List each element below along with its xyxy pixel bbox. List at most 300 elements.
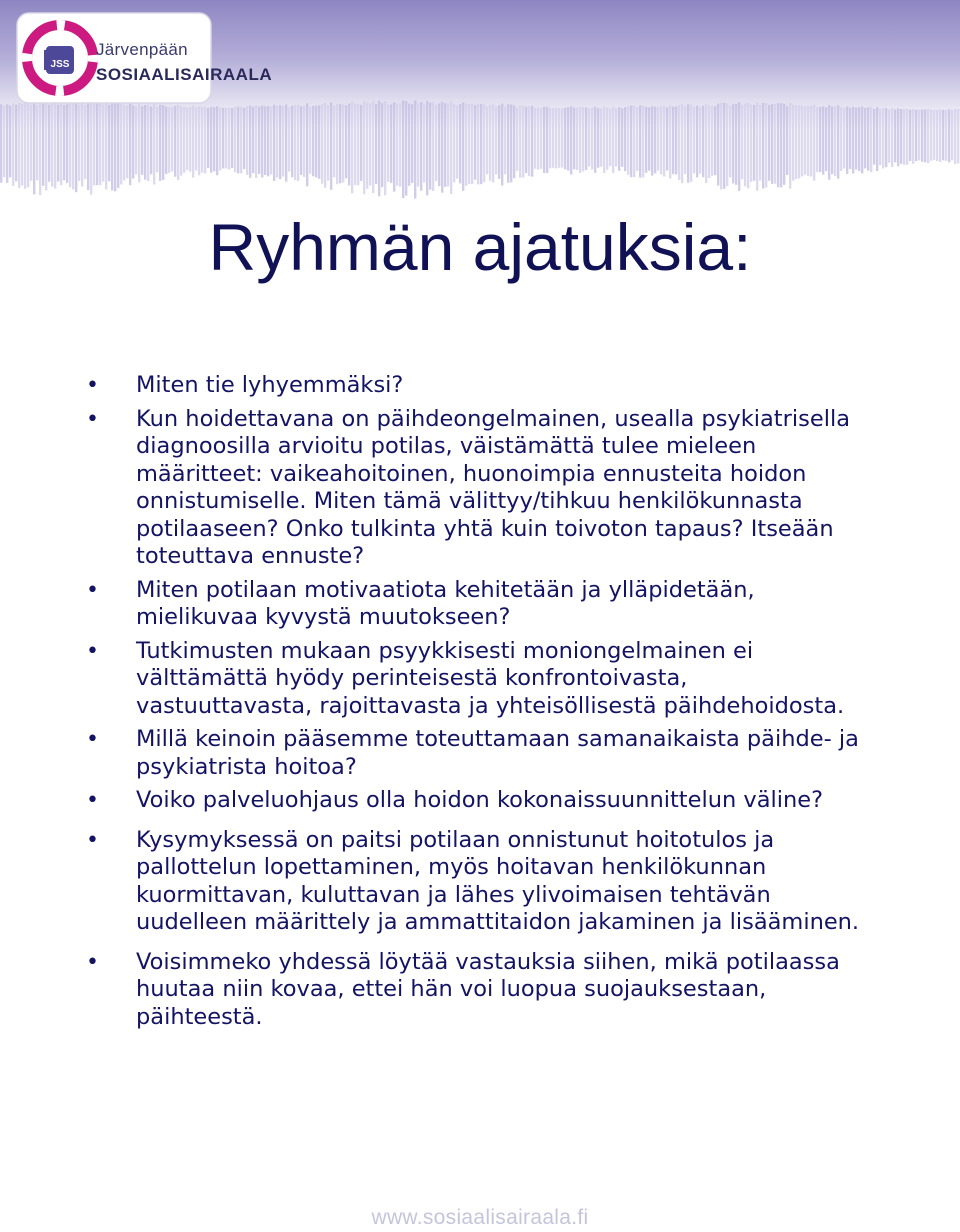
waveform-bar (912, 109, 914, 164)
waveform-bar (162, 105, 164, 180)
waveform-bar (78, 105, 80, 181)
waveform-bar (909, 110, 911, 161)
waveform-bar (936, 110, 938, 161)
waveform-bar (516, 107, 518, 171)
waveform-bar (123, 105, 125, 181)
waveform-bar (129, 104, 131, 186)
waveform-bar (150, 106, 152, 174)
bullet-marker-icon: • (86, 577, 99, 603)
waveform-bar (921, 110, 923, 162)
waveform-bar (807, 106, 809, 176)
waveform-bar (501, 104, 503, 186)
waveform-bar (864, 108, 866, 169)
waveform-bar (774, 104, 776, 184)
waveform-bar (288, 107, 290, 172)
waveform-bar (156, 107, 158, 172)
waveform-bar (768, 105, 770, 181)
waveform-bar (234, 107, 236, 172)
waveform-bar (378, 101, 380, 196)
waveform-bar (519, 106, 521, 178)
waveform-bar (345, 105, 347, 178)
waveform-bar (855, 108, 857, 170)
waveform-bar (66, 104, 68, 183)
waveform-bar (738, 102, 740, 191)
waveform-bar (510, 104, 512, 182)
waveform-bar (780, 103, 782, 187)
waveform-bar (267, 106, 269, 176)
waveform-bar (834, 106, 836, 176)
bullet-item (86, 949, 866, 1032)
waveform-bar (648, 107, 650, 170)
waveform-bar (228, 108, 230, 170)
waveform-bar (9, 106, 11, 178)
waveform-bar (324, 103, 326, 188)
waveform-bar (225, 108, 227, 169)
bullet-text: Miten tie lyhyemmäksi? (136, 372, 404, 398)
waveform-bar (828, 105, 830, 180)
waveform-bar (891, 108, 893, 167)
waveform-bar (876, 107, 878, 171)
waveform-bar (639, 106, 641, 178)
waveform-bar (606, 108, 608, 170)
waveform-bar (294, 105, 296, 180)
waveform-bar (954, 109, 956, 164)
waveform-bar (555, 108, 557, 168)
waveform-bar (612, 107, 614, 173)
waveform-bar (849, 108, 851, 169)
waveform-bar (138, 104, 140, 182)
waveform-bar (135, 106, 137, 174)
waveform-bar (903, 109, 905, 165)
waveform-bar (27, 103, 29, 187)
waveform-bar (354, 104, 356, 186)
waveform-bar (258, 106, 260, 174)
waveform-bar (342, 104, 344, 182)
waveform-bar (390, 104, 392, 183)
waveform-bar (204, 107, 206, 174)
waveform-bar (213, 107, 215, 171)
waveform-bar (756, 102, 758, 190)
waveform-bar (576, 107, 578, 170)
waveform-bar (147, 105, 149, 181)
waveform-bar (369, 104, 371, 186)
waveform-bar (318, 105, 320, 179)
waveform-bar (102, 105, 104, 182)
waveform-bar (219, 107, 221, 170)
waveform-bar (801, 106, 803, 176)
bullet-item (86, 406, 866, 571)
waveform-bar (582, 107, 584, 171)
waveform-bar (198, 106, 200, 175)
waveform-bar (171, 107, 173, 171)
bullet-text: Millä keinoin pääsemme toteuttamaan samanaikaista päihde- ja psykiatrista hoitoa? (136, 726, 859, 780)
waveform-bar (195, 107, 197, 170)
waveform-bar (207, 108, 209, 168)
waveform-bar (489, 105, 491, 181)
waveform-bar (339, 104, 341, 183)
waveform-bar (396, 104, 398, 186)
waveform-bar (273, 105, 275, 181)
waveform-bar (498, 105, 500, 179)
waveform-bar (789, 103, 791, 189)
waveform-bar (723, 103, 725, 189)
waveform-bar (603, 107, 605, 173)
waveform-bar (48, 105, 50, 182)
waveform-bar (948, 109, 950, 162)
waveform-bar (0, 104, 2, 182)
waveform-bar (933, 110, 935, 160)
waveform-bar (39, 101, 41, 195)
waveform-bar (246, 106, 248, 175)
waveform-bar (333, 106, 335, 178)
waveform-bar (615, 108, 617, 166)
waveform-bar (858, 107, 860, 171)
waveform-bar (441, 102, 443, 193)
waveform-bar (717, 104, 719, 186)
bullet-item (86, 638, 866, 721)
waveform-bar (810, 106, 812, 177)
waveform-bar (57, 105, 59, 182)
waveform-bar (72, 103, 74, 190)
waveform-bar (594, 107, 596, 173)
waveform-bar (888, 109, 890, 163)
waveform-bar (411, 104, 413, 183)
waveform-bar (927, 109, 929, 163)
bullet-marker-icon: • (86, 788, 99, 813)
waveform-bar (840, 107, 842, 171)
waveform-bar (192, 106, 194, 178)
waveform-bar (144, 105, 146, 180)
waveform-bar (708, 106, 710, 178)
waveform-bar (6, 104, 8, 183)
waveform-bar (336, 104, 338, 184)
waveform-bar (462, 102, 464, 191)
waveform-bar (165, 107, 167, 174)
waveform-bar (63, 105, 65, 180)
waveform-bar (285, 105, 287, 182)
waveform-bar (240, 107, 242, 174)
waveform-bar (579, 107, 581, 173)
bullet-text: Tutkimusten mukaan psyykkisesti moniongelmainen ei välttämättä hyödy perinteisestä konfrontoivasta, vastuuttavasta, rajoittavasta ja yhteisöllisestä päihdehoidosta. (136, 637, 845, 719)
waveform-bar (141, 106, 143, 175)
waveform-bar (537, 108, 539, 170)
waveform-bar (465, 104, 467, 186)
waveform-bar (765, 103, 767, 187)
waveform-bar (360, 105, 362, 181)
waveform-bar (663, 106, 665, 177)
waveform-bar (783, 104, 785, 185)
waveform-bar (117, 103, 119, 188)
waveform-bar (771, 104, 773, 184)
waveform-bar (657, 107, 659, 170)
waveform-bar (939, 109, 941, 162)
waveform-bar (393, 102, 395, 191)
waveform-bar (54, 103, 56, 189)
waveform-bar (822, 106, 824, 174)
waveform-bar (435, 105, 437, 181)
waveform-bar (897, 108, 899, 166)
waveform-bar (252, 107, 254, 173)
waveform-bar (564, 108, 566, 170)
waveform-bar (714, 106, 716, 175)
bullet-marker-icon: • (86, 827, 99, 853)
waveform-bar (744, 103, 746, 186)
waveform-bar (846, 107, 848, 174)
waveform-bar (93, 104, 95, 186)
waveform-bar (132, 105, 134, 178)
waveform-bar (456, 105, 458, 178)
waveform-bar (504, 106, 506, 174)
waveform-bar (882, 108, 884, 169)
waveform-bar (432, 102, 434, 191)
waveform-bar (705, 104, 707, 183)
waveform-bar (690, 105, 692, 182)
waveform-bar (684, 106, 686, 174)
waveform-bar (711, 106, 713, 176)
waveform-bar (90, 101, 92, 194)
waveform-bar (627, 106, 629, 174)
waveform-bar (930, 110, 932, 161)
waveform-bar (69, 103, 71, 187)
waveform-bar (591, 108, 593, 170)
waveform-bar (588, 108, 590, 166)
waveform-bar (237, 107, 239, 174)
waveform-bar (792, 105, 794, 181)
waveform-bar (798, 105, 800, 178)
waveform-bar (201, 107, 203, 173)
waveform-bar (630, 106, 632, 177)
waveform-bar (786, 106, 788, 175)
waveform-bar (870, 107, 872, 172)
waveform-bar (861, 107, 863, 174)
waveform-bar (945, 110, 947, 161)
waveform-bar (24, 103, 26, 189)
waveform-bar (843, 108, 845, 169)
waveform-bar (402, 100, 404, 198)
waveform-bar (561, 108, 563, 167)
waveform-bar (693, 107, 695, 174)
waveform-bar (951, 110, 953, 160)
waveform-bar (678, 105, 680, 180)
bullet-marker-icon: • (86, 406, 99, 432)
waveform-bar (249, 106, 251, 178)
waveform-bar (534, 108, 536, 169)
waveform-bar (363, 101, 365, 194)
waveform-bar (471, 104, 473, 184)
waveform-bar (408, 104, 410, 186)
waveform-bar (852, 107, 854, 174)
waveform-bar (42, 104, 44, 186)
waveform-bar (399, 103, 401, 186)
waveform-bar (642, 106, 644, 178)
waveform-bar (924, 109, 926, 162)
waveform-bar (558, 108, 560, 168)
waveform-bar (480, 104, 482, 184)
waveform-bar (468, 104, 470, 184)
waveform-bar (375, 104, 377, 184)
waveform-bar (759, 105, 761, 181)
waveform-bar (687, 104, 689, 182)
waveform-bar (420, 102, 422, 190)
waveform-bar (255, 105, 257, 178)
bullet-item (86, 787, 866, 815)
waveform-bar (18, 103, 20, 188)
waveform-bar (654, 107, 656, 174)
waveform-bar (699, 107, 701, 174)
waveform-bar (417, 103, 419, 186)
waveform-bar (414, 100, 416, 198)
waveform-bar (282, 106, 284, 177)
footer-website-link[interactable]: www.sosiaalisairaala.fi (371, 1206, 589, 1229)
logo-text-line1: Järvenpään (96, 40, 188, 59)
waveform-bar (666, 107, 668, 170)
waveform-bar (741, 105, 743, 179)
waveform-bar (405, 101, 407, 195)
waveform-bar (726, 103, 728, 186)
waveform-bar (279, 105, 281, 179)
waveform-bar (681, 104, 683, 183)
waveform-bar (243, 108, 245, 169)
waveform-bar (525, 107, 527, 173)
bullet-item (86, 827, 866, 937)
waveform-bar (444, 103, 446, 187)
waveform-bar (153, 104, 155, 185)
waveform-bar (747, 103, 749, 188)
waveform-bar (111, 102, 113, 190)
waveform-bar (720, 103, 722, 190)
waveform-bar (750, 105, 752, 182)
waveform-bar (51, 103, 53, 186)
waveform-bar (513, 105, 515, 178)
waveform-bar (837, 105, 839, 178)
waveform-bar (84, 105, 86, 179)
waveform-bar (552, 108, 554, 168)
waveform-bar (573, 108, 575, 170)
waveform-bar (522, 106, 524, 178)
waveform-bar (174, 106, 176, 177)
waveform-bar (177, 105, 179, 180)
bullet-marker-icon: • (86, 373, 99, 398)
waveform-bar (609, 108, 611, 166)
slide-title: Ryhmän ajatuksia: (208, 210, 752, 284)
waveform-bar (735, 104, 737, 185)
waveform-bar (528, 106, 530, 176)
waveform-bar (300, 106, 302, 175)
bullet-text: Kysymyksessä on paitsi potilaan onnistunut hoitotulos ja pallottelun lopettaminen, myös hoitavan henkilökunnan kuormittavan, kuluttavan ja lähes ylivoimaisen tehtävän uudelleen määrittely ja ammattitaidon jakaminen ja lisääminen. (136, 826, 860, 935)
waveform-bar (291, 106, 293, 178)
waveform-bar (264, 106, 266, 175)
waveform-bar (813, 105, 815, 181)
waveform-bar (702, 106, 704, 177)
waveform-bar (957, 109, 959, 163)
waveform-bar (549, 108, 551, 168)
waveform-bar (330, 103, 332, 190)
waveform-bar (645, 107, 647, 173)
waveform-bar (276, 106, 278, 178)
waveform-bar (570, 106, 572, 174)
bullet-item (86, 726, 866, 781)
waveform-bar (327, 105, 329, 181)
waveform-bar (915, 110, 917, 161)
waveform-bar (216, 106, 218, 175)
waveform-bar (894, 109, 896, 162)
waveform-bar (270, 106, 272, 174)
waveform-bar (777, 103, 779, 187)
waveform-bar (438, 103, 440, 186)
waveform-bar (429, 103, 431, 190)
waveform-bar (168, 107, 170, 173)
waveform-bar (189, 107, 191, 172)
waveform-bar (492, 104, 494, 182)
waveform-bar (486, 106, 488, 174)
waveform-bar (636, 107, 638, 171)
waveform-bar (816, 107, 818, 172)
waveform-bar (660, 106, 662, 174)
waveform-bar (585, 108, 587, 170)
waveform-bar (732, 104, 734, 183)
waveform-bar (366, 103, 368, 189)
waveform-bar (507, 104, 509, 182)
waveform-bar (96, 104, 98, 185)
waveform-bar (426, 101, 428, 195)
waveform-bar (321, 104, 323, 184)
bullet-text: Voiko palveluohjaus olla hoidon kokonaissuunnittelun väline? (136, 787, 824, 813)
waveform-bar (12, 104, 14, 186)
waveform-bar (453, 104, 455, 182)
logo[interactable] (16, 12, 273, 104)
waveform-bar (474, 105, 476, 180)
waveform-bar (3, 106, 5, 178)
waveform-bar (879, 109, 881, 165)
waveform-bar (108, 105, 110, 182)
waveform-bar (60, 104, 62, 185)
waveform-bar (942, 110, 944, 160)
waveform-bar (600, 108, 602, 167)
waveform-bar (99, 104, 101, 185)
waveform-bar (423, 104, 425, 182)
bullet-list (86, 372, 866, 1037)
waveform-bar (387, 105, 389, 182)
waveform-bar (15, 105, 17, 182)
waveform-bar (762, 103, 764, 189)
waveform-bar (885, 108, 887, 167)
waveform-bar (918, 110, 920, 161)
waveform-bar (159, 105, 161, 181)
waveform-bar (531, 106, 533, 177)
bullet-item (86, 577, 866, 632)
waveform-bar (21, 104, 23, 186)
waveform-bar (126, 105, 128, 178)
waveform-bar (315, 106, 317, 178)
waveform-bar (669, 105, 671, 178)
waveform-bar (45, 102, 47, 190)
waveform-bar (633, 106, 635, 177)
waveform-bar (483, 104, 485, 182)
waveform-bar (222, 108, 224, 169)
bullet-marker-icon: • (86, 727, 99, 752)
waveform-bar (543, 107, 545, 173)
waveform-bar (36, 105, 38, 180)
logo-abbreviation: JSS (50, 59, 70, 70)
waveform-bar (819, 107, 821, 172)
waveform-bar (87, 102, 89, 190)
waveform-bar (831, 106, 833, 174)
waveform-bar (306, 103, 308, 186)
waveform-bar (597, 108, 599, 168)
waveform-bar (297, 105, 299, 181)
bullet-text: Kun hoidettavana on päihdeongelmainen, usealla psykiatrisella diagnoosilla arvioitu potilas, väistämättä tulee mieleen määritteet: vaikeahoitoinen, huonoimpia ennusteita hoidon onnistumiselle. Miten tämä välittyy/tihkuu henkilökunnasta potilaaseen? Onko tulkinta yhtä kuin toivoton tapaus? Itseään toteuttava ennuste? (136, 405, 850, 569)
waveform-bar (696, 106, 698, 178)
